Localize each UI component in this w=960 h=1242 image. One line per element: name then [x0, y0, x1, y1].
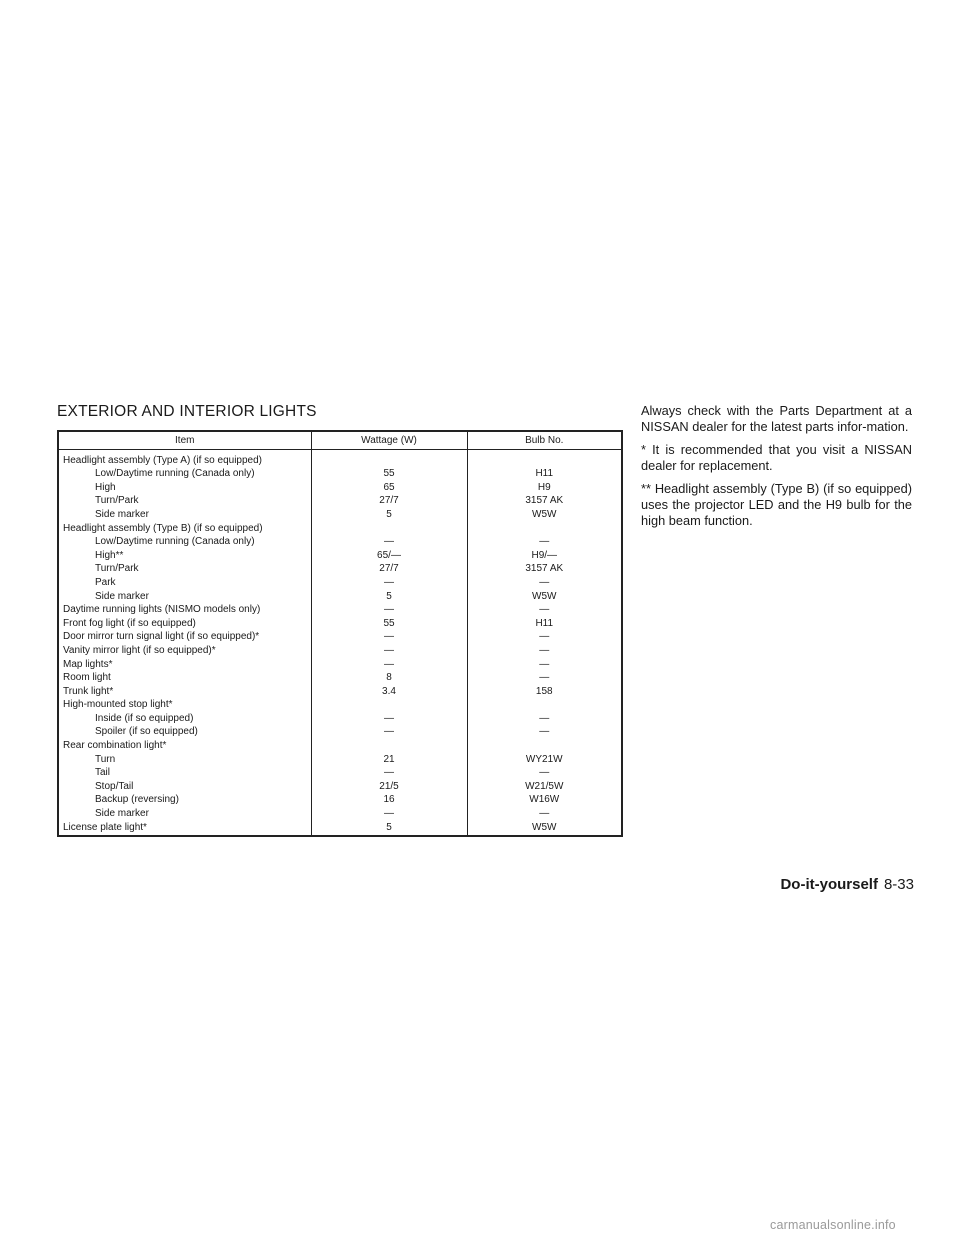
item-cell: Inside (if so equipped): [58, 712, 311, 726]
table-row: [58, 494, 622, 508]
page-footer: [780, 876, 914, 893]
bulb-cell: W21/5W: [525, 780, 564, 792]
wattage-cell: 5: [311, 821, 467, 837]
wattage-cell: 27/7: [311, 494, 467, 508]
wattage-cell: 55: [311, 617, 467, 631]
section-title: EXTERIOR AND INTERIOR LIGHTS: [57, 403, 317, 420]
item-cell: High**: [58, 549, 311, 563]
bulb-cell: —: [539, 672, 550, 684]
item-cell: Stop/Tail: [58, 780, 311, 794]
item-cell: Turn/Park: [58, 494, 311, 508]
bulb-cell: W16W: [529, 794, 560, 806]
table-row: [58, 603, 622, 617]
item-cell: High: [58, 481, 311, 495]
item-cell: License plate light*: [58, 821, 311, 837]
item-cell: Side marker: [58, 590, 311, 604]
table-row: [58, 522, 622, 536]
table-row: [58, 807, 622, 821]
wattage-cell: —: [311, 576, 467, 590]
parts-department-note: Always check with the Parts Department at a NISSAN dealer for the latest parts infor-mation.: [641, 403, 912, 434]
wattage-cell: 8: [311, 671, 467, 685]
type-b-headlight-note: ** Headlight assembly (Type B) (if so equipped) uses the projector LED and the H9 bulb for the high beam function.: [641, 481, 912, 528]
item-cell: High-mounted stop light*: [58, 698, 311, 712]
bulb-cell: —: [539, 631, 550, 643]
bulb-cell: —: [539, 604, 550, 616]
table-row: [58, 753, 622, 767]
table-row: [58, 793, 622, 807]
bulb-cell: 158: [535, 685, 553, 697]
wattage-cell: 3.4: [311, 685, 467, 699]
item-cell: Low/Daytime running (Canada only): [58, 467, 311, 481]
table-row: [58, 630, 622, 644]
bulb-cell: [467, 449, 622, 467]
table-body: [58, 449, 622, 836]
wattage-cell: 65: [311, 481, 467, 495]
wattage-cell: [311, 449, 467, 467]
table-row: [58, 576, 622, 590]
item-cell: Park: [58, 576, 311, 590]
table-row: [58, 590, 622, 604]
wattage-cell: —: [311, 658, 467, 672]
replacement-note: * It is recommended that you visit a NISSAN dealer for replacement.: [641, 442, 912, 473]
bulb-cell: —: [539, 712, 550, 724]
table-row: [58, 562, 622, 576]
wattage-cell: 65/—: [311, 549, 467, 563]
page-number: 8-33: [883, 876, 914, 893]
item-cell: Side marker: [58, 508, 311, 522]
table-row: [58, 698, 622, 712]
table-row: [58, 725, 622, 739]
wattage-cell: —: [311, 644, 467, 658]
notes-column: [641, 403, 912, 536]
table-row: [58, 508, 622, 522]
bulb-specification-table: [57, 430, 623, 837]
wattage-cell: —: [311, 712, 467, 726]
bulb-cell: W5W: [532, 821, 557, 833]
item-cell: Tail: [58, 766, 311, 780]
wattage-cell: —: [311, 766, 467, 780]
wattage-cell: 55: [311, 467, 467, 481]
header-bulb-number: Bulb No.: [467, 431, 622, 449]
item-cell: Trunk light*: [58, 685, 311, 699]
table-row: [58, 685, 622, 699]
item-cell: Turn: [58, 753, 311, 767]
item-cell: Map lights*: [58, 658, 311, 672]
table-row: [58, 739, 622, 753]
table-row: [58, 658, 622, 672]
table-row: [58, 780, 622, 794]
item-cell: Backup (reversing): [58, 793, 311, 807]
item-cell: Rear combination light*: [58, 739, 311, 753]
header-wattage: Wattage (W): [311, 431, 467, 449]
bulb-cell: —: [539, 644, 550, 656]
bulb-cell: W5W: [532, 590, 557, 602]
bulb-cell: W5W: [532, 508, 557, 520]
table-row: [58, 671, 622, 685]
wattage-cell: [311, 698, 467, 712]
wattage-cell: —: [311, 807, 467, 821]
wattage-cell: 21/5: [311, 780, 467, 794]
table-header-row: [58, 431, 622, 449]
item-cell: Side marker: [58, 807, 311, 821]
bulb-cell: —: [539, 536, 550, 548]
wattage-cell: —: [311, 630, 467, 644]
bulb-cell: H11: [535, 468, 554, 480]
item-cell: Spoiler (if so equipped): [58, 725, 311, 739]
wattage-cell: 16: [311, 793, 467, 807]
table-row: [58, 467, 622, 481]
bulb-cell: H9: [537, 481, 551, 493]
bulb-cell: 3157 AK: [525, 563, 564, 575]
item-cell: Daytime running lights (NISMO models only): [58, 603, 311, 617]
table-row: [58, 821, 622, 837]
wattage-cell: 5: [311, 508, 467, 522]
bulb-cell: —: [539, 576, 550, 588]
header-item: Item: [58, 431, 311, 449]
table-row: [58, 549, 622, 563]
watermark: carmanualsonline.info: [770, 1218, 896, 1232]
item-cell: Vanity mirror light (if so equipped)*: [58, 644, 311, 658]
bulb-cell: 3157 AK: [525, 495, 564, 507]
bulb-cell: WY21W: [525, 753, 563, 765]
table-row: [58, 644, 622, 658]
table-row: [58, 766, 622, 780]
item-cell: Headlight assembly (Type B) (if so equipped): [58, 522, 311, 536]
wattage-cell: 27/7: [311, 562, 467, 576]
bulb-cell: —: [539, 808, 550, 820]
item-cell: Headlight assembly (Type A) (if so equipped): [58, 449, 311, 467]
table-row: [58, 535, 622, 549]
item-cell: Low/Daytime running (Canada only): [58, 535, 311, 549]
table-row: [58, 617, 622, 631]
bulb-cell: —: [539, 726, 550, 738]
item-cell: Door mirror turn signal light (if so equipped)*: [58, 630, 311, 644]
wattage-cell: 21: [311, 753, 467, 767]
item-cell: Front fog light (if so equipped): [58, 617, 311, 631]
wattage-cell: —: [311, 603, 467, 617]
bulb-cell: [467, 739, 622, 753]
wattage-cell: 5: [311, 590, 467, 604]
table-row: [58, 712, 622, 726]
item-cell: Room light: [58, 671, 311, 685]
bulb-cell: [467, 522, 622, 536]
wattage-cell: [311, 739, 467, 753]
bulb-cell: H11: [535, 617, 554, 629]
bulb-cell: —: [539, 658, 550, 670]
wattage-cell: —: [311, 725, 467, 739]
bulb-cell: —: [539, 767, 550, 779]
wattage-cell: [311, 522, 467, 536]
wattage-cell: —: [311, 535, 467, 549]
bulb-cell: H9/—: [531, 549, 558, 561]
table-row: [58, 449, 622, 467]
chapter-name: Do-it-yourself: [780, 876, 878, 893]
item-cell: Turn/Park: [58, 562, 311, 576]
bulb-cell: [467, 698, 622, 712]
table-row: [58, 481, 622, 495]
